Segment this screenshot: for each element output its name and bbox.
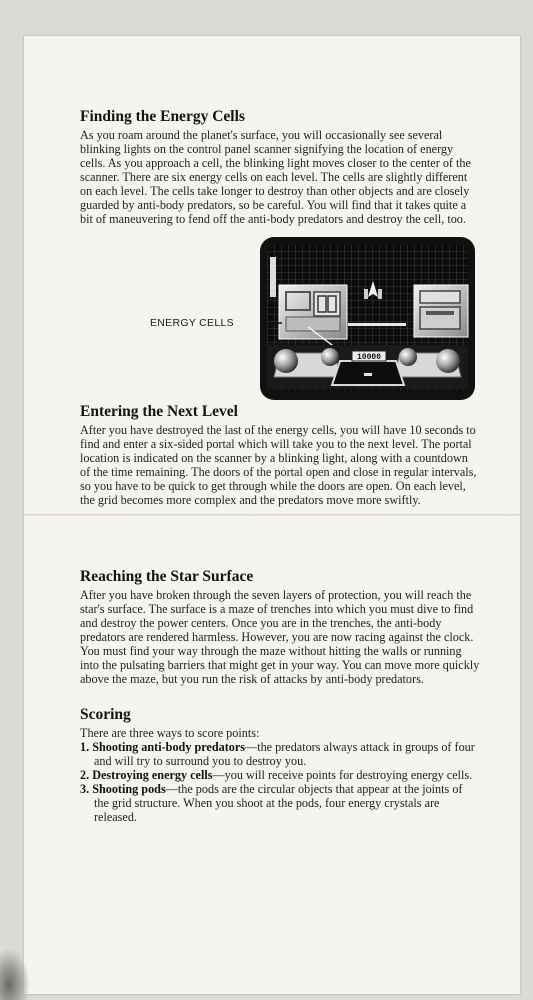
section-energy-cells [80,108,480,226]
item-title: Shooting anti-body predators [92,740,246,754]
pod [274,349,298,373]
game-screen-figure [260,237,475,400]
scoring-list [80,740,480,824]
page-fold-line [24,514,520,516]
section-star-surface [80,568,480,686]
heading-star-surface: Reaching the Star Surface [80,568,254,585]
pod [399,348,417,366]
control-panel [267,345,468,389]
section-next-level [80,403,480,507]
heading-scoring: Scoring [80,706,131,723]
score-readout: 10000 [356,353,382,362]
item-number: 2. [80,768,90,782]
scoring-intro: There are three ways to score points: [80,726,260,740]
pod [321,348,339,366]
item-number: 3. [80,782,90,796]
heading-energy-cells: Finding the Energy Cells [80,108,245,125]
energy-cell-right [414,285,468,337]
pod [436,349,460,373]
item-title: Shooting pods [92,782,166,796]
list-item [80,782,480,824]
item-text: —you will receive points for destroying energy cells. [212,768,473,782]
item-text: —the predators always attack in groups of four and will try to surround you to destroy you. [94,740,475,768]
item-number: 1. [80,740,90,754]
item-title: Destroying energy cells [92,768,213,782]
list-item [80,768,480,782]
paragraph-energy-cells: As you roam around the planet's surface, you will occasionally see several blinking lights on the control panel scanner signifying the location of energy cells. As you approach a cell, the blinking light moves closer to the center of the scanner. There are six energy cells on each level. The cells are slightly different on each level. The cells take longer to destroy than other objects and are closely guarded by anti-body predators, so be careful. You will find that it takes quite a bit of maneuvering to fend off the anti-body predators and destroy the cell, too. [80,128,471,226]
scan-smudge [0,948,30,1000]
section-scoring [80,706,480,824]
paragraph-next-level: After you have destroyed the last of the energy cells, you will have 10 seconds to find and enter a six-sided portal which will take you to the next level. The portal location is indicated on the scanner by a blinking light, along with a countdown of the time remaining. The doors of the portal open and close in regular intervals, so you have to be quick to get through while the doors are open. On each level, the grid becomes more complex and the predators move more swiftly. [80,423,477,507]
energy-cells-callout-label: ENERGY CELLS [150,317,234,329]
structure-pillar [270,257,276,297]
laser-beam [348,323,406,326]
list-item [80,740,480,768]
heading-next-level: Entering the Next Level [80,403,238,420]
paragraph-star-surface: After you have broken through the seven layers of protection, you will reach the star's surface. The surface is a maze of trenches into which you must dive to find and destroy the power centers. Once you are in the trenches, the anti-body predators are rendered harmless. However, you are now racing against the clock. You must find your way through the maze without hitting the walls or running into the pulsating barriers that might get in your way. You can move more quickly above the maze, but you run the risk of attacks by anti-body predators. [80,588,480,686]
item-text: —the pods are the circular objects that appear at the joints of the grid structure. When you shoot at the pods, four energy crystals are released. [94,782,463,824]
